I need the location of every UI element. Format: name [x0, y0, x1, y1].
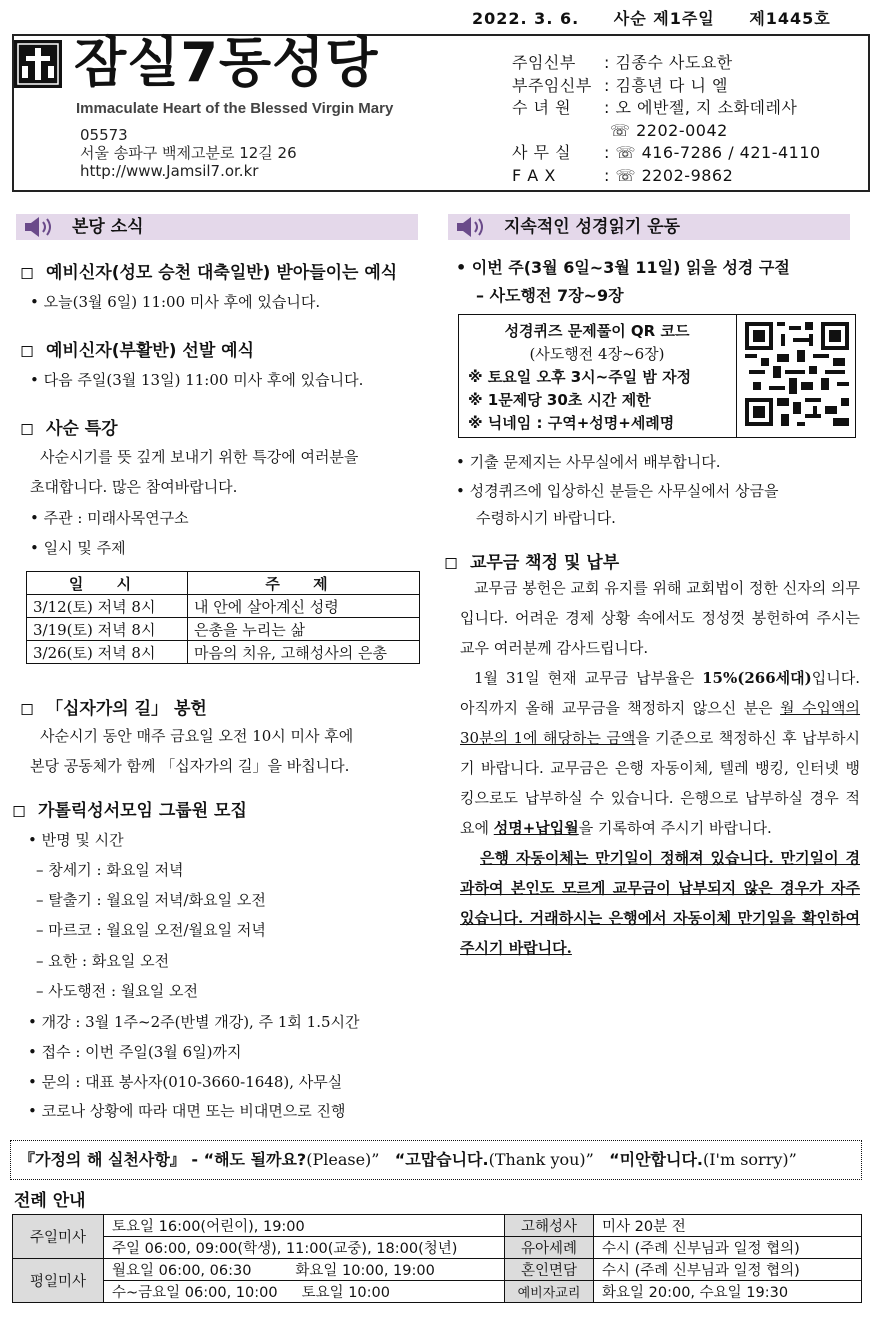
- qr-code-icon[interactable]: [745, 322, 849, 426]
- lecture-host: • 주관 : 미래사목연구소: [30, 509, 189, 527]
- staff-row: 수 녀 원 : 오 에반젤, 지 소화데레사: [512, 98, 798, 117]
- table-row: 3/19(토) 저녁 8시 은총을 누리는 삶: [27, 618, 420, 641]
- quiz-title: 성경퀴즈 문제풀이 QR 코드: [504, 322, 690, 340]
- staff-row: F A X : ☏ 2202-9862: [512, 165, 734, 185]
- liturgy-title: 전례 안내: [14, 1191, 86, 1211]
- staff-row: 주임신부 : 김종수 사도요한: [512, 53, 733, 72]
- bible-group-line: – 요한 : 화요일 오전: [36, 952, 170, 970]
- parish-english-name: Immaculate Heart of the Blessed Virgin Mary: [76, 100, 394, 117]
- bible-group-line: • 반명 및 시간: [28, 831, 124, 849]
- table-row: 평일미사 월요일 06:00, 06:30 화요일 10:00, 19:00 혼인면담 수시 (주례 신부님과 일정 협의): [13, 1259, 862, 1281]
- table-row: 3/12(토) 저녁 8시 내 안에 살아계신 성령: [27, 595, 420, 618]
- table-row: 주일미사 토요일 16:00(어린이), 19:00 고해성사 미사 20분 전: [13, 1215, 862, 1237]
- mass-schedule-table: [12, 1214, 862, 1303]
- bible-group-line: – 사도행전 : 월요일 오전: [36, 982, 199, 1000]
- speaker-icon: [454, 215, 488, 247]
- parish-logo-icon: [14, 40, 62, 88]
- table-row: 주일 06:00, 09:00(학생), 11:00(교중), 18:00(청년) 유아세례 수시 (주례 신부님과 일정 협의): [13, 1237, 862, 1259]
- way-of-cross-paragraph: 본당 공동체가 함께 「십자가의 길」을 바칩니다.: [30, 757, 350, 775]
- bullet-text: • 기출 문제지는 사무실에서 배부합니다.: [456, 453, 721, 471]
- item-way-of-cross: ◻ 「십자가의 길」 봉헌: [20, 699, 207, 719]
- website-link[interactable]: http://www.Jamsil7.or.kr: [80, 162, 259, 180]
- dues-paragraph: 교무금 봉헌은 교회 유지를 위해 교회법이 정한 신자의 의무입니다. 어려운 경제 상황 속에서도 정성껏 봉헌하여 주시는 교우 여러분께 감사드립니다.: [460, 579, 860, 657]
- quiz-rule: ※ 닉네임 : 구역+성명+세례명: [468, 414, 675, 432]
- staff-row: 부주임신부 : 김흥년 다 니 엘: [512, 75, 728, 95]
- quiz-info: [462, 320, 732, 435]
- section-title: 지속적인 성경읽기 운동: [504, 217, 681, 237]
- quiz-rule: ※ 1문제당 30초 시간 제한: [468, 391, 651, 409]
- issue-number: 제1445호: [749, 9, 831, 28]
- reading-passage: – 사도행전 7장~9장: [476, 286, 624, 305]
- bullet-text: • 성경퀴즈에 입상하신 분들은 사무실에서 상금을: [456, 482, 779, 500]
- postcode: 05573: [80, 126, 128, 144]
- liturgical-week: 사순 제1주일: [613, 9, 715, 28]
- table-row: 3/26(토) 저녁 8시 마음의 치유, 고해성사의 은총: [27, 641, 420, 664]
- item-dues: ◻ 교무금 책정 및 납부: [444, 553, 620, 573]
- section-title: 본당 소식: [72, 217, 144, 237]
- parish-name: 잠실7동성당: [74, 31, 379, 94]
- dues-content: [460, 573, 860, 963]
- item-catechumen-reception: ◻ 예비신자(성모 승천 대축일반) 받아들이는 예식: [20, 263, 398, 283]
- bible-group-line: • 개강 : 3월 1주~2주(반별 개강), 주 1회 1.5시간: [28, 1013, 360, 1031]
- section-header-bible-reading: [448, 214, 850, 240]
- way-of-cross-paragraph: 사순시기 동안 매주 금요일 오전 10시 미사 후에: [40, 727, 354, 745]
- issue-date: 2022. 3. 6.: [472, 9, 580, 28]
- staff-row: ☏ 2202-0042: [610, 120, 728, 140]
- table-row: 수~금요일 06:00, 10:00 토요일 10:00 예비자교리 화요일 20:00, 수요일 19:30: [13, 1281, 862, 1303]
- reading-week: • 이번 주(3월 6일~3월 11일) 읽을 성경 구절: [456, 258, 790, 277]
- staff-row: 사 무 실 : ☏ 416-7286 / 421-4110: [512, 143, 821, 162]
- speaker-icon: [22, 215, 56, 247]
- bullet-text: • 다음 주일(3월 13일) 11:00 미사 후에 있습니다.: [30, 371, 364, 389]
- item-catechumen-selection: ◻ 예비신자(부활반) 선발 예식: [20, 341, 255, 361]
- bible-group-line: – 탈출기 : 월요일 저녁/화요일 오전: [36, 891, 266, 909]
- quiz-range: (사도행전 4장~6장): [529, 345, 665, 363]
- bullet-text: 수령하시기 바랍니다.: [476, 509, 616, 527]
- street-address: 서울 송파구 백제고분로 12길 26: [80, 144, 297, 162]
- bible-group-line: – 마르코 : 월요일 오전/월요일 저녁: [36, 921, 266, 939]
- lecture-schedule-label: • 일시 및 주제: [30, 539, 126, 557]
- item-lent-lecture: ◻ 사순 특강: [20, 419, 118, 439]
- bible-group-line: – 창세기 : 화요일 저녁: [36, 861, 184, 879]
- dues-paragraph: 1월 31일 현재 교무금 납부율은 15%(266세대)입니다. 아직까지 올해 교무금을 책정하지 않으신 분은 월 수입액의 30분의 1에 해당하는 금액을 기준으로 책정하신 후 납부하시기 바랍니다. 교무금은 은행 자동이체, 텔레 뱅킹, 인터넷 뱅킹으로도 납부하실 수 있습니다. 은행으로 납부하실 경우 적요에 성명+납입월을 기록하여 주시기 바랍니다.: [460, 669, 861, 837]
- table-header-row: 일 시 주 제: [27, 572, 420, 595]
- quiz-rule: ※ 토요일 오후 3시~주일 밤 자정: [468, 368, 692, 386]
- bible-group-line: • 코로나 상황에 따라 대면 또는 비대면으로 진행: [28, 1102, 346, 1120]
- bible-group-line: • 접수 : 이번 주일(3월 6일)까지: [28, 1043, 242, 1061]
- bible-group-line: • 문의 : 대표 봉사자(010-3660-1648), 사무실: [28, 1073, 343, 1091]
- lecture-table: [26, 571, 420, 664]
- lecture-paragraph: 초대합니다. 많은 참여바랍니다.: [30, 478, 238, 496]
- parish-address: [80, 126, 297, 180]
- issue-line: [472, 6, 872, 29]
- section-header-parish-news: [16, 214, 418, 240]
- lecture-paragraph: 사순시기를 뜻 깊게 보내기 위한 특강에 여러분을: [40, 448, 359, 466]
- staff-list: [512, 52, 821, 187]
- family-year-banner: 『가정의 해 실천사항』 - “해도 될까요?(Please)” “고맙습니다.(Thank you)” “미안합니다.(I'm sorry)”: [10, 1140, 862, 1180]
- quiz-divider: [736, 314, 737, 438]
- bullet-text: • 오늘(3월 6일) 11:00 미사 후에 있습니다.: [30, 293, 321, 311]
- item-bible-group: ◻ 가톨릭성서모임 그룹원 모집: [12, 801, 247, 821]
- dues-notice: 은행 자동이체는 만기일이 정해져 있습니다. 만기일이 경과하여 본인도 모르게 교무금이 납부되지 않은 경우가 자주 있습니다. 거래하시는 은행에서 자동이체 만기일을 확인하여 주시기 바랍니다.: [460, 849, 860, 957]
